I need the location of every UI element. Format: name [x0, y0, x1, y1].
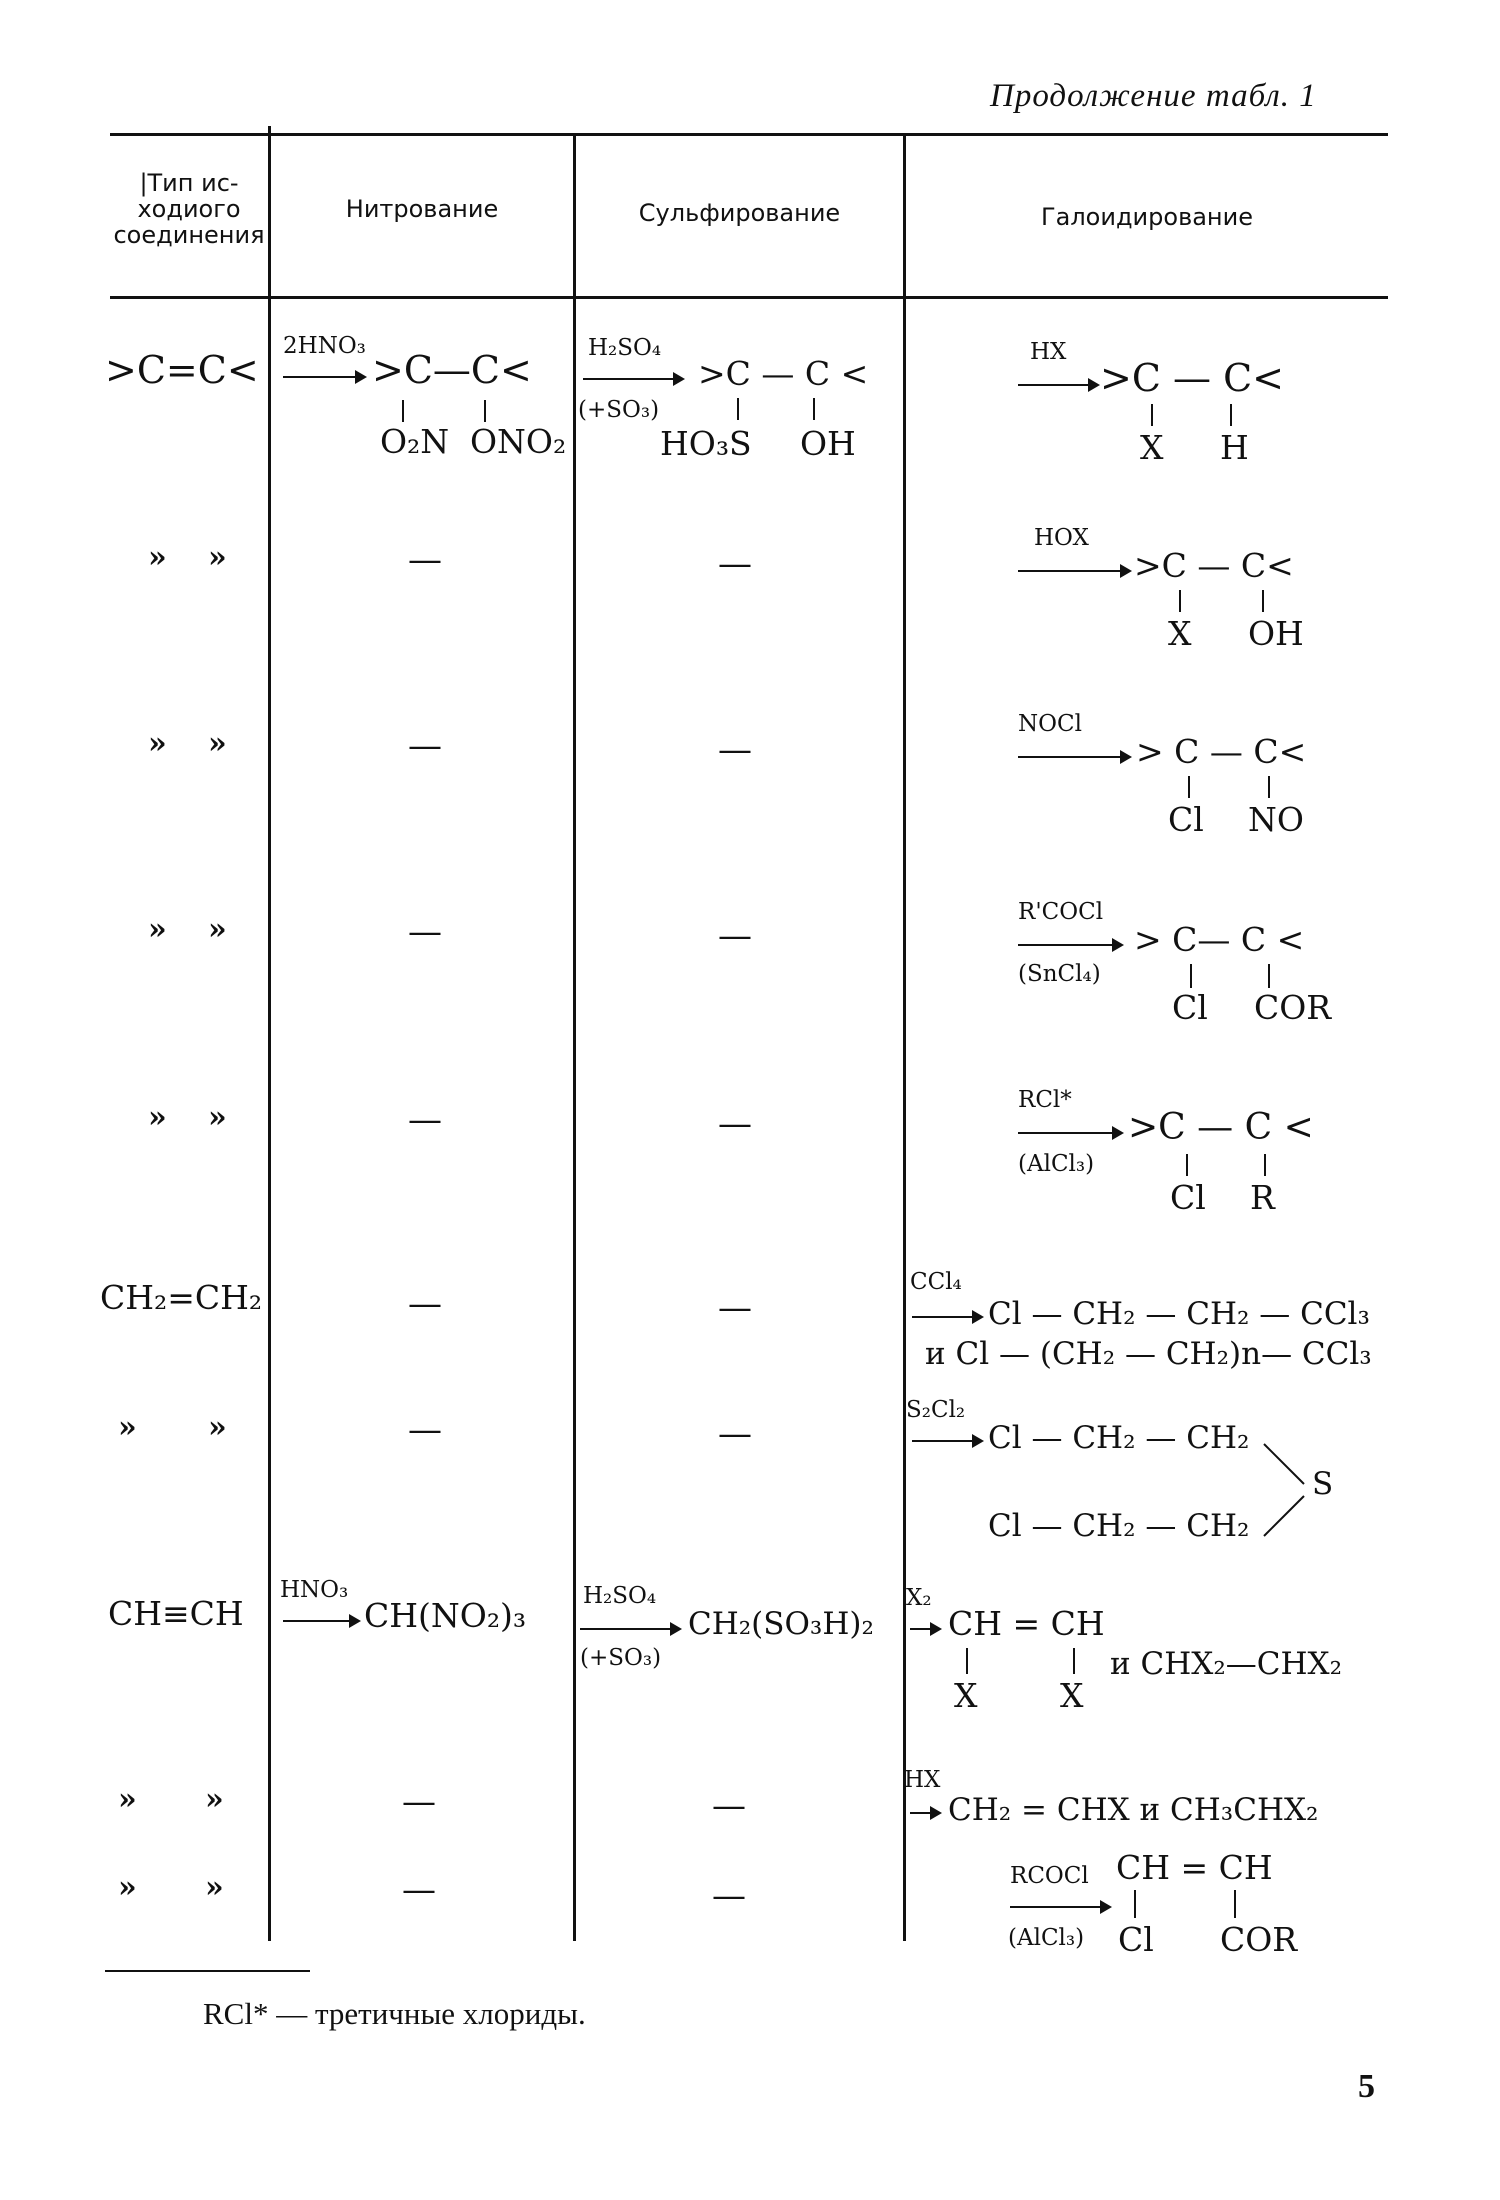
row2-halogenation-substituent2: OH [1248, 614, 1304, 653]
row8-nitration-product: CH(NO₂)₃ [364, 1596, 527, 1635]
row7-nitration-dash: — [408, 1410, 442, 1450]
row6-nitration-dash: — [408, 1284, 442, 1324]
row3-halogenation-arrow [1018, 756, 1130, 758]
row1-halogenation-reagent: HX [1030, 339, 1067, 365]
row1-nitration-reagent: 2HNO₃ [283, 333, 366, 359]
row10-halogenation-reagent: RCOCl [1010, 1863, 1089, 1889]
row8-nitration-reagent: HNO₃ [280, 1577, 349, 1603]
row8-halogenation-bond1 [966, 1648, 968, 1674]
row9-ditto-1: » [118, 1782, 137, 1817]
row2-halogenation-substituent1: X [1168, 614, 1192, 653]
row8-halogenation-reagent: X₂ [906, 1585, 932, 1611]
row8-sulfonation-condition: (+SO₃) [580, 1645, 662, 1671]
row8-halogenation-substituent1: X [954, 1676, 978, 1715]
row7-halogenation-reagent: S₂Cl₂ [906, 1397, 966, 1423]
row6-halogenation-line2: и Cl — (CH₂ — CH₂)n— CCl₃ [925, 1336, 1372, 1372]
row8-halogenation-substituent2: X [1060, 1676, 1084, 1715]
row9-sulfonation-dash: — [712, 1786, 746, 1826]
row1-sulfonation-condition: (+SO₃) [578, 397, 660, 423]
row10-nitration-dash: — [402, 1870, 436, 1910]
table-continuation-title: Продолжение табл. 1 [990, 78, 1317, 114]
row5-halogenation-arrow [1018, 1132, 1122, 1134]
row9-halogenation-product: CH₂ = CHX и CH₃CHX₂ [948, 1792, 1319, 1828]
row1-sulfonation-bond2 [813, 398, 815, 420]
row3-halogenation-reagent: NOCl [1018, 711, 1082, 737]
row5-halogenation-bond1 [1186, 1154, 1188, 1176]
row3-ditto-2: » [208, 726, 227, 761]
row7-ditto-2: » [208, 1410, 227, 1445]
row9-halogenation-arrow [910, 1812, 940, 1814]
row2-ditto-1: » [148, 540, 167, 575]
row4-halogenation-bond2 [1268, 964, 1270, 988]
row10-halogenation-substituent1: Cl [1118, 1920, 1154, 1959]
row3-ditto-1: » [148, 726, 167, 761]
row9-ditto-2: » [205, 1782, 224, 1817]
row4-halogenation-arrow [1018, 944, 1122, 946]
row4-halogenation-condition: (SnCl₄) [1018, 961, 1101, 987]
row4-halogenation-substituent2: COR [1254, 988, 1332, 1027]
row8-sulfonation-reagent: H₂SO₄ [583, 1583, 657, 1609]
row1-type: >C=C< [105, 348, 259, 392]
row4-ditto-1: » [148, 912, 167, 947]
row10-halogenation-substituent2: COR [1220, 1920, 1298, 1959]
row6-halogenation-line1: Cl — CH₂ — CH₂ — CCl₃ [988, 1296, 1370, 1332]
row4-halogenation-reagent: R'COCl [1018, 899, 1104, 925]
row6-halogenation-reagent: CCl₄ [910, 1269, 962, 1295]
row7-ditto-1: » [118, 1410, 137, 1445]
row1-halogenation-product: >C — C< [1100, 356, 1284, 400]
row5-ditto-2: » [208, 1100, 227, 1135]
header-compound-type: |Тип ис- ходиого соединения [113, 169, 265, 249]
row3-halogenation-substituent1: Cl [1168, 800, 1204, 839]
row1-halogenation-substituent1: X [1140, 428, 1164, 467]
column-divider-2 [573, 133, 576, 1941]
footnote-rule [105, 1970, 310, 1972]
row8-sulfonation-product: CH₂(SO₃H)₂ [688, 1606, 874, 1642]
row3-halogenation-bond1 [1188, 776, 1190, 798]
table-top-rule [110, 133, 1388, 136]
row8-halogenation-bond2 [1073, 1648, 1075, 1674]
row1-nitration-bond2 [484, 400, 486, 422]
column-divider-3 [903, 133, 906, 1941]
row5-halogenation-product: >C — C < [1128, 1107, 1314, 1148]
row8-nitration-arrow [283, 1620, 359, 1622]
row7-halogenation-line1: Cl — CH₂ — CH₂ [988, 1420, 1250, 1456]
row10-ditto-1: » [118, 1870, 137, 1905]
row3-nitration-dash: — [408, 726, 442, 766]
footnote: RCl* — третичные хлориды. [203, 1996, 586, 2031]
row4-halogenation-product: > C— C < [1134, 920, 1305, 959]
row6-sulfonation-dash: — [718, 1288, 752, 1328]
row1-sulfonation-bond1 [737, 398, 739, 420]
row1-sulfonation-substituent1: HO₃S [660, 424, 752, 463]
row3-halogenation-substituent2: NO [1248, 800, 1304, 839]
row10-halogenation-arrow [1010, 1906, 1110, 1908]
row8-halogenation-extra: и CHX₂—CHX₂ [1110, 1646, 1343, 1682]
row5-halogenation-substituent1: Cl [1170, 1178, 1206, 1217]
row2-halogenation-bond2 [1262, 590, 1264, 612]
row5-ditto-1: » [148, 1100, 167, 1135]
row5-nitration-dash: — [408, 1100, 442, 1140]
row6-type: CH₂=CH₂ [100, 1278, 263, 1317]
row4-halogenation-bond1 [1190, 964, 1192, 988]
row1-halogenation-substituent2: H [1220, 428, 1249, 467]
row2-sulfonation-dash: — [718, 544, 752, 584]
row10-ditto-2: » [205, 1870, 224, 1905]
row3-halogenation-bond2 [1268, 776, 1270, 798]
row8-sulfonation-arrow [580, 1628, 680, 1630]
row2-halogenation-reagent: HOX [1034, 525, 1089, 551]
row4-ditto-2: » [208, 912, 227, 947]
row2-halogenation-arrow [1018, 570, 1130, 572]
row7-sulfonation-dash: — [718, 1414, 752, 1454]
row8-type: CH≡CH [108, 1594, 244, 1633]
row1-sulfonation-arrow [583, 378, 683, 380]
row1-halogenation-arrow [1018, 384, 1098, 386]
row5-sulfonation-dash: — [718, 1104, 752, 1144]
row10-halogenation-bond2 [1234, 1890, 1236, 1918]
row9-halogenation-reagent: HX [904, 1767, 941, 1793]
header-sulfonation: Сульфирование [638, 199, 841, 227]
row4-nitration-dash: — [408, 912, 442, 952]
row10-halogenation-bond1 [1134, 1890, 1136, 1918]
row1-sulfonation-reagent: H₂SO₄ [588, 335, 662, 361]
row2-halogenation-product: >C — C< [1134, 546, 1294, 585]
row1-nitration-bond1 [402, 400, 404, 422]
row6-halogenation-arrow [912, 1316, 982, 1318]
column-divider-1 [268, 126, 271, 1941]
row1-sulfonation-product: >C — C < [698, 354, 869, 393]
row10-halogenation-product: CH = CH [1116, 1848, 1273, 1887]
row10-halogenation-condition: (AlCl₃) [1008, 1925, 1085, 1951]
row1-halogenation-bond2 [1230, 404, 1232, 426]
row10-sulfonation-dash: — [712, 1876, 746, 1916]
row2-halogenation-bond1 [1179, 590, 1181, 612]
row3-sulfonation-dash: — [718, 730, 752, 770]
row2-ditto-2: » [208, 540, 227, 575]
row5-halogenation-substituent2: R [1250, 1178, 1275, 1217]
row5-halogenation-bond2 [1264, 1154, 1266, 1176]
row7-halogenation-sulfur: S [1312, 1466, 1334, 1502]
page-number: 5 [1358, 2068, 1375, 2105]
row4-sulfonation-dash: — [718, 916, 752, 956]
row7-halogenation-arrow [912, 1440, 982, 1442]
row1-nitration-product: >C—C< [372, 348, 532, 392]
row8-halogenation-arrow [910, 1628, 940, 1630]
row8-halogenation-product: CH = CH [948, 1604, 1105, 1643]
row5-halogenation-condition: (AlCl₃) [1018, 1151, 1095, 1177]
header-nitration: Нитрование [345, 195, 499, 223]
row3-halogenation-product: > C — C< [1136, 732, 1307, 771]
row7-halogenation-line2: Cl — CH₂ — CH₂ [988, 1508, 1250, 1544]
row1-nitration-arrow [283, 376, 365, 378]
header-bottom-rule [110, 296, 1388, 299]
row2-nitration-dash: — [408, 540, 442, 580]
row5-halogenation-reagent: RCl* [1018, 1087, 1072, 1113]
row1-nitration-substituent2: ONO₂ [470, 422, 567, 461]
row4-halogenation-substituent1: Cl [1172, 988, 1208, 1027]
row1-sulfonation-substituent2: OH [800, 424, 856, 463]
row1-nitration-substituent1: O₂N [380, 422, 450, 461]
row9-nitration-dash: — [402, 1782, 436, 1822]
row1-halogenation-bond1 [1151, 404, 1153, 426]
header-halogenation: Галоидирование [1041, 203, 1253, 231]
